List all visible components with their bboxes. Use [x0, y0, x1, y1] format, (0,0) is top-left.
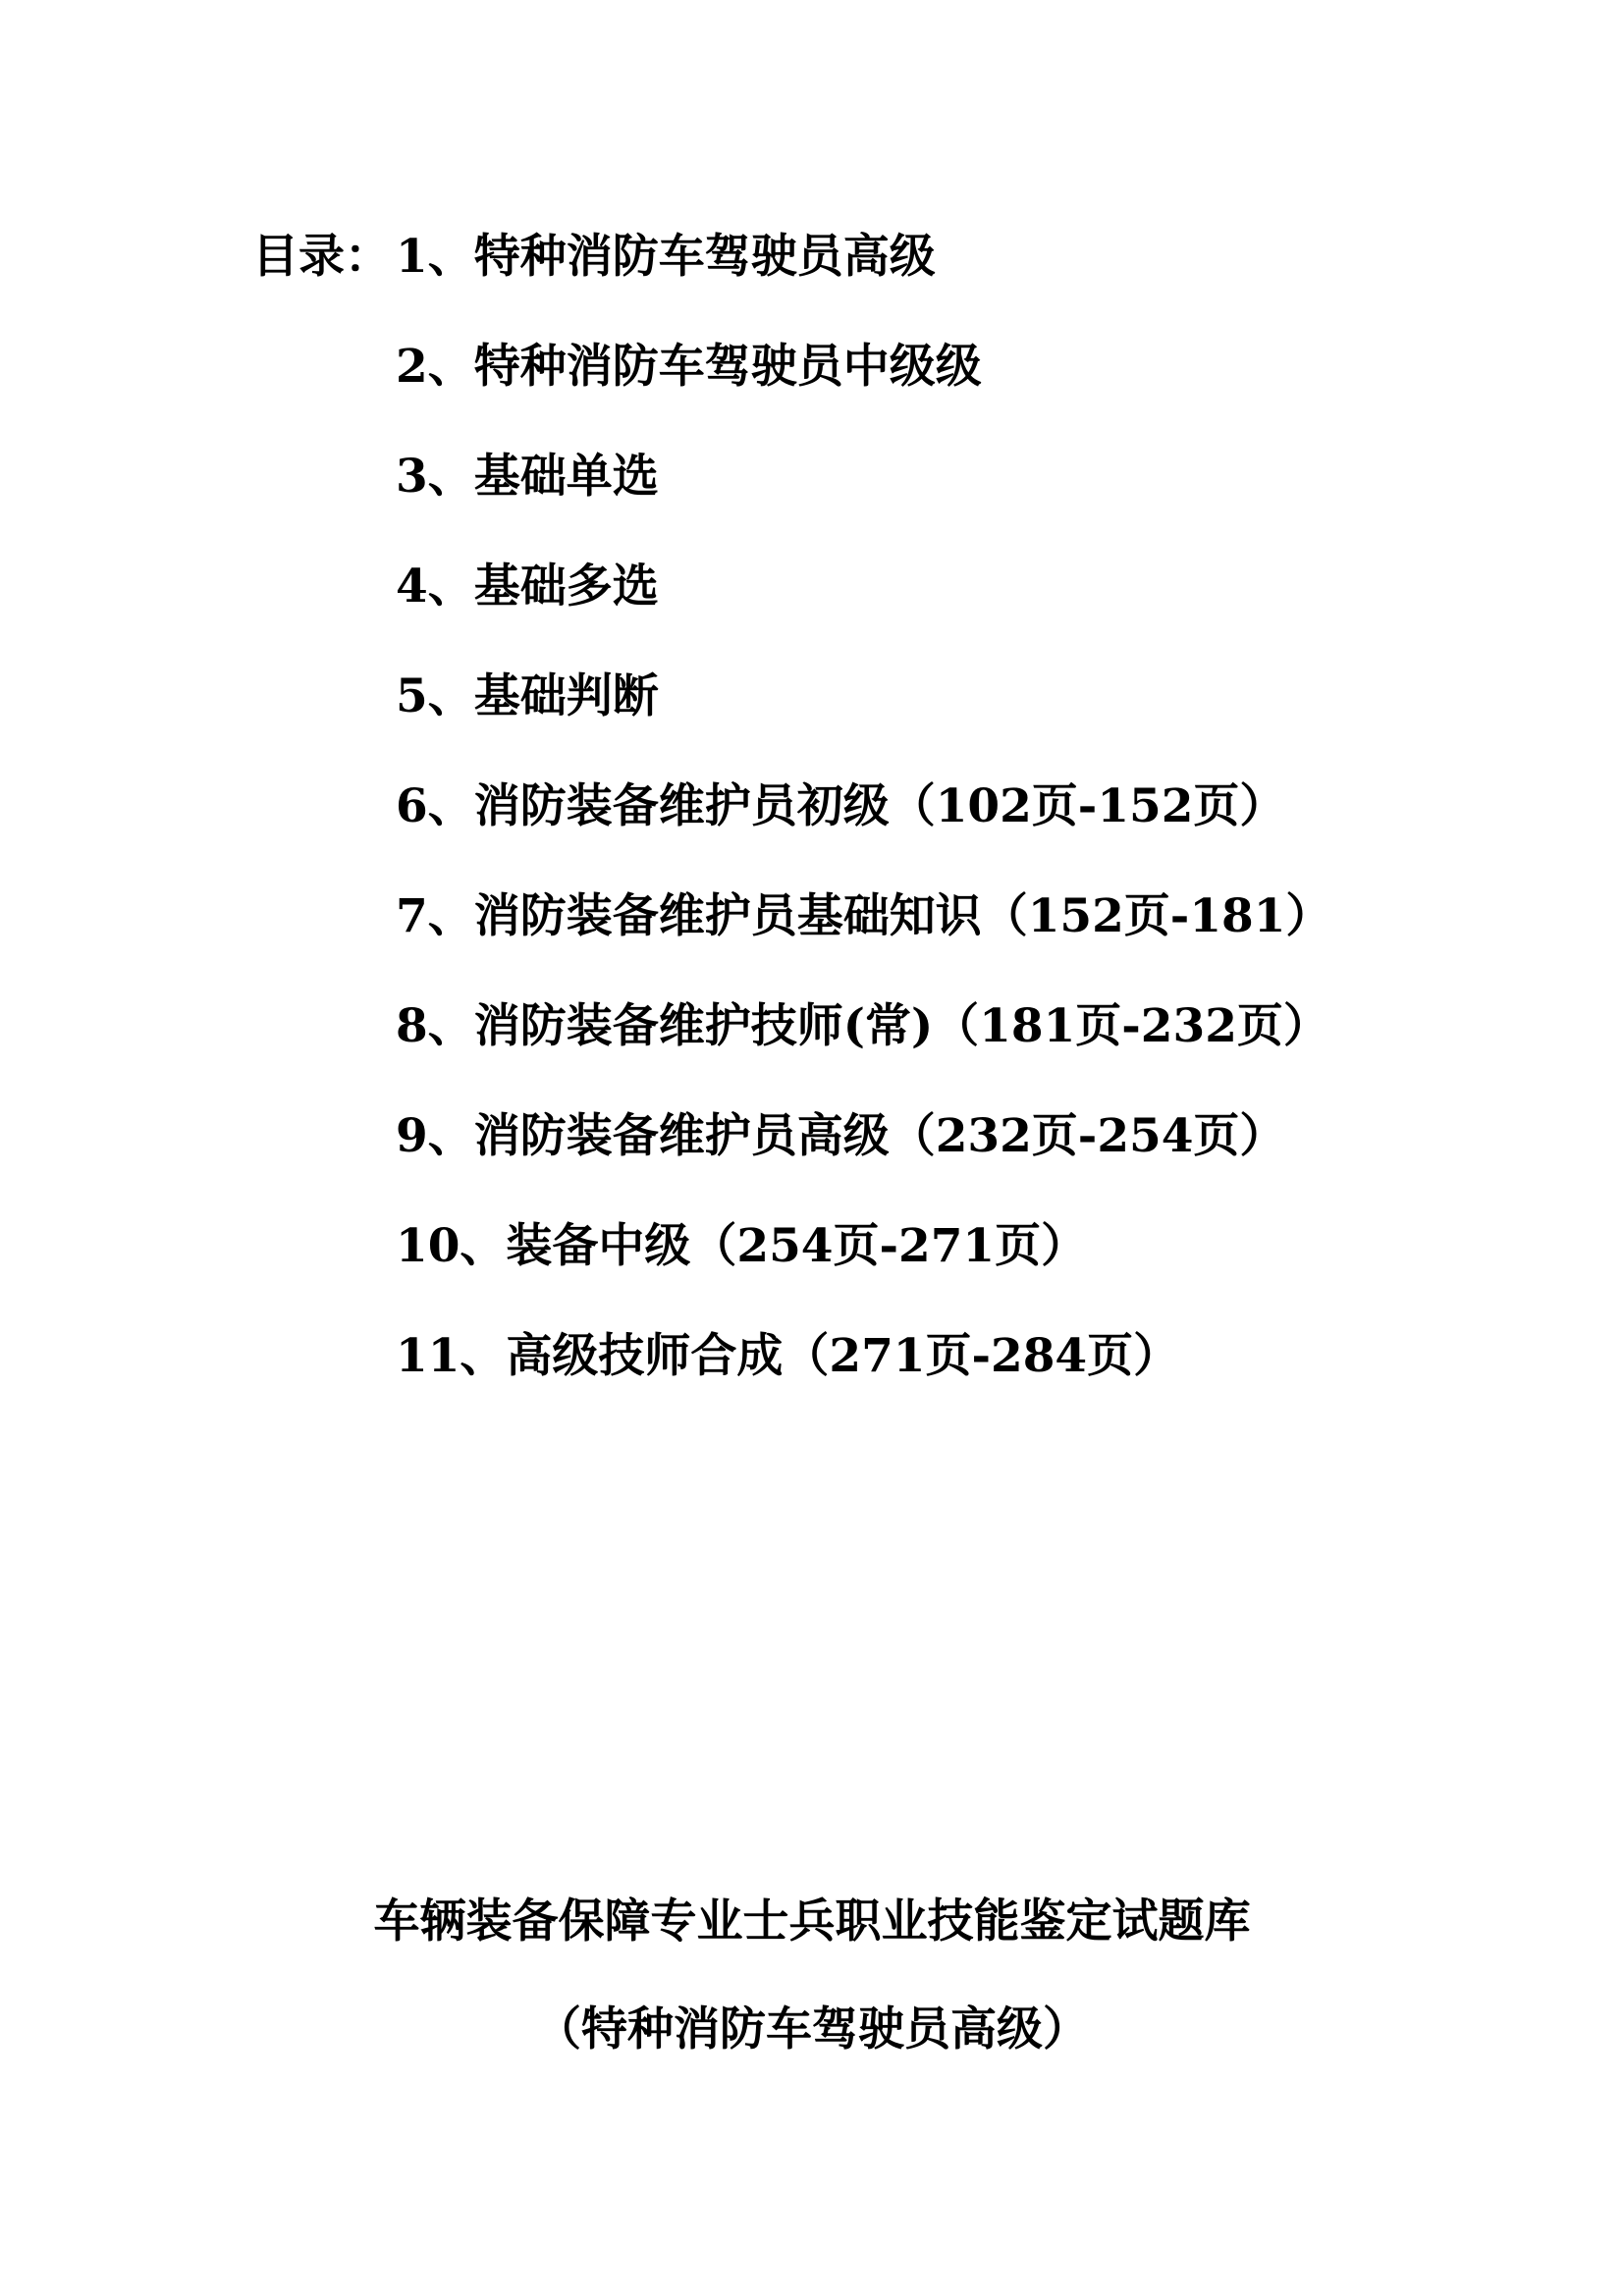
toc-item: 1、特种消防车驾驶员高级 [396, 230, 936, 284]
toc-item: 6、消防装备维护员初级（102页-152页） [396, 779, 1286, 833]
toc-line [396, 883, 1331, 993]
toc-line [252, 224, 1331, 334]
toc-item: 11、高级技师合成（271页-284页） [396, 1329, 1180, 1383]
toc-item: 4、基础多选 [396, 560, 659, 614]
toc-line [396, 1323, 1331, 1433]
toc-item: 9、消防装备维护员高级（232页-254页） [396, 1109, 1286, 1163]
document-title: 车辆装备保障专业士兵职业技能鉴定试题库 [373, 1895, 1251, 1949]
toc-line [396, 774, 1331, 883]
toc-item: 10、装备中级（254页-271页） [396, 1219, 1088, 1273]
toc-line [396, 664, 1331, 774]
toc-line [396, 444, 1331, 554]
toc-item: 3、基础单选 [396, 450, 659, 504]
toc-line [396, 554, 1331, 664]
toc-line [396, 993, 1331, 1103]
toc-item: 7、消防装备维护员基础知识（152页-181） [396, 889, 1332, 943]
toc-line [396, 1213, 1331, 1323]
table-of-contents [252, 224, 1331, 1433]
toc-label: 目录： [252, 230, 391, 284]
toc-line [396, 334, 1331, 444]
toc-item: 5、基础判断 [396, 669, 659, 723]
document-subtitle: （特种消防车驾驶员高级） [535, 2002, 1089, 2056]
toc-item: 2、特种消防车驾驶员中级级 [396, 340, 982, 394]
toc-item: 8、消防装备维护技师(常)（181页-232页） [396, 999, 1329, 1053]
toc-line [396, 1103, 1331, 1213]
